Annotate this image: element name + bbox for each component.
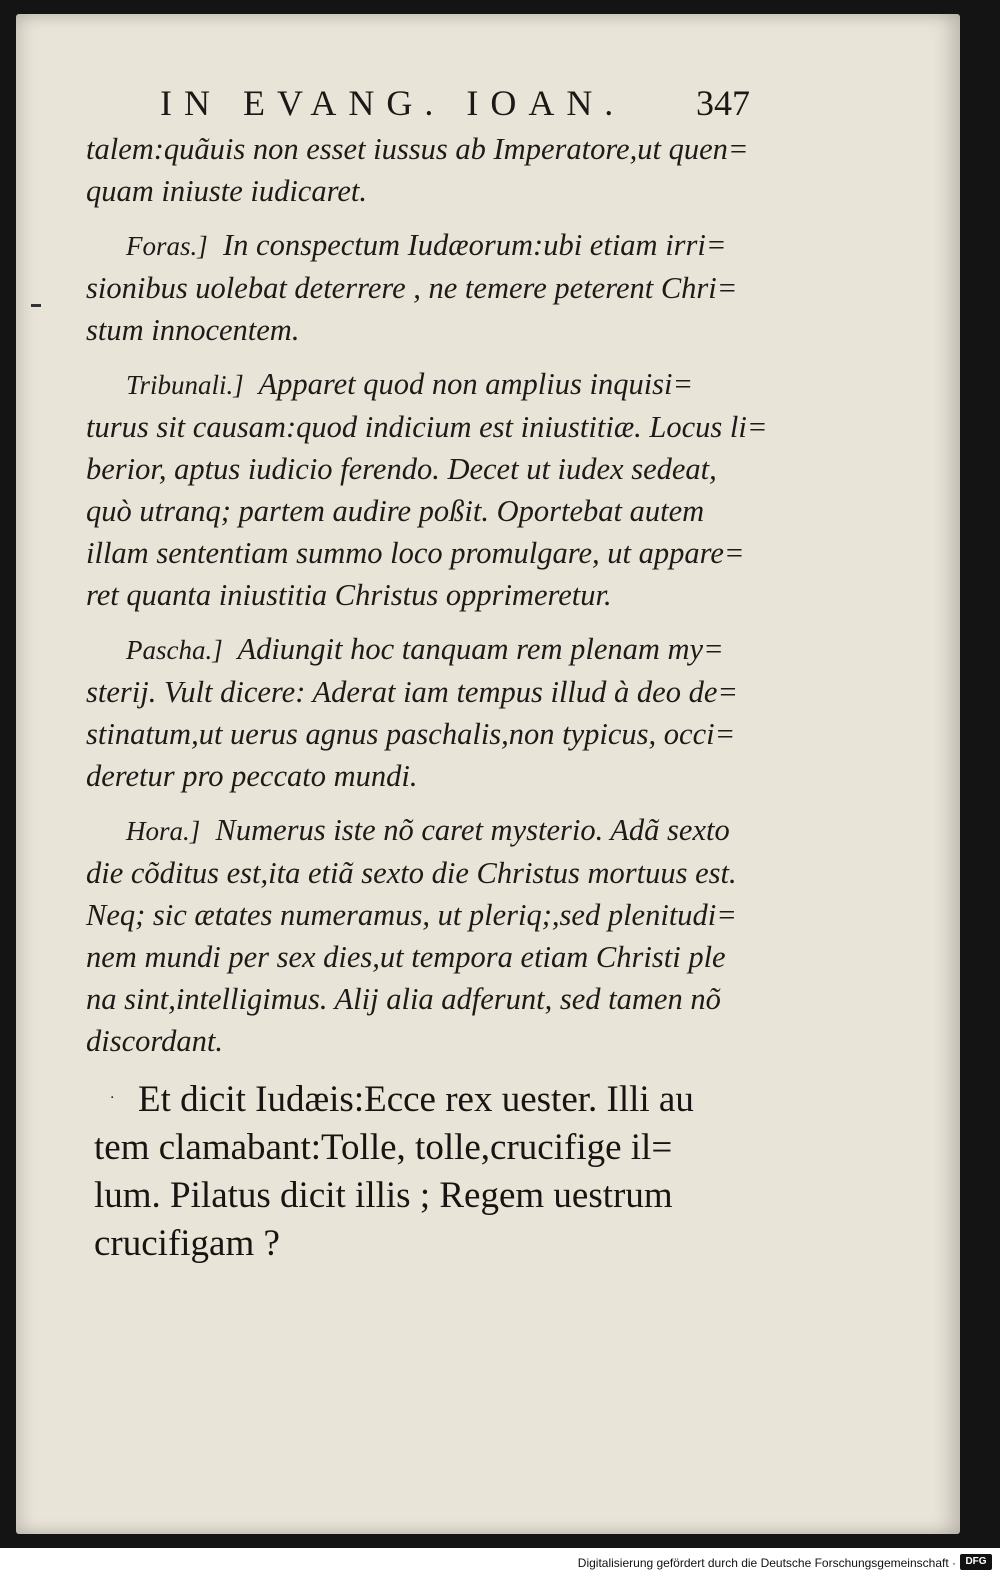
commentary-paragraph-hora — [86, 809, 752, 1062]
dfg-logo: DFG — [960, 1554, 992, 1570]
text-segment: Adiungit hoc tanquam rem plenam my= — [237, 632, 724, 666]
text-line: deretur pro peccato mundi. — [86, 759, 418, 793]
verse-line: crucifigam ? — [94, 1223, 280, 1264]
lemma-tribunali: Tribunali.] — [126, 370, 244, 400]
running-title: IN EVANG. IOAN. — [160, 83, 626, 123]
verse-line: Et dicit Iudæis:Ecce rex uester. Illi au — [138, 1079, 694, 1120]
commentary-paragraph-pascha — [86, 628, 752, 797]
commentary-paragraph-tribunali — [86, 363, 768, 616]
text-line: nem mundi per sex dies,ut tempora etiam Christi ple — [86, 940, 726, 974]
scripture-verse — [94, 1076, 754, 1268]
text-line: illam sententiam summo loco promulgare, ut appare= — [86, 536, 745, 570]
text-line — [86, 363, 752, 406]
page-header — [160, 82, 750, 122]
lemma-pascha: Pascha.] — [126, 635, 223, 665]
text-line: stum innocentem. — [86, 313, 300, 347]
text-line: Neq; sic ætates numeramus, ut pleriq;,sed plenitudi= — [86, 898, 737, 932]
verse-line: tem clamabant:Tolle, tolle,crucifige il= — [94, 1127, 673, 1168]
footer-credit: Digitalisierung gefördert durch die Deutsche Forschungsgemeinschaft · — [577, 1556, 956, 1570]
text-line — [86, 224, 752, 267]
text-line: na sint,intelligimus. Alij alia adferunt, sed tamen nõ — [86, 982, 721, 1016]
text-segment: Apparet quod non amplius inquisi= — [258, 367, 694, 401]
page-number: 347 — [696, 83, 750, 123]
text-line — [86, 809, 752, 852]
commentary-paragraph-1 — [86, 128, 752, 212]
digitization-footer — [0, 1548, 1000, 1578]
text-line: quò utranq; partem audire poßit. Oportebat autem — [86, 494, 705, 528]
text-line: talem:quãuis non esset iussus ab Imperatore,ut quen= — [86, 132, 749, 166]
text-segment: Numerus iste nõ caret mysterio. Adã sexto — [215, 813, 730, 847]
text-line: sterij. Vult dicere: Aderat iam tempus illud à deo de= — [86, 675, 738, 709]
text-line: die cõditus est,ita etiã sexto die Christus mortuus est. — [86, 856, 737, 890]
text-line: discordant. — [86, 1024, 223, 1058]
margin-mark — [31, 304, 41, 307]
text-line: stinatum,ut uerus agnus paschalis,non typicus, occi= — [86, 717, 736, 751]
text-line: berior, aptus iudicio ferendo. Decet ut iudex sedeat, — [86, 452, 717, 486]
lemma-hora: Hora.] — [126, 816, 201, 846]
text-line: sionibus uolebat deterrere , ne temere peterent Chri= — [86, 271, 738, 305]
lemma-foras: Foras.] — [126, 231, 208, 261]
commentary-paragraph-foras — [86, 224, 752, 351]
commentary-text — [86, 128, 768, 1062]
text-line: quam iniuste iudicaret. — [86, 174, 367, 208]
verse-marker: · — [110, 1090, 115, 1106]
text-line — [86, 628, 752, 671]
text-line: turus sit causam:quod indicium est iniustitiæ. Locus li= — [86, 410, 768, 444]
verse-line: lum. Pilatus dicit illis ; Regem uestrum — [94, 1175, 673, 1216]
text-segment: In conspectum Iudæorum:ubi etiam irri= — [223, 228, 727, 262]
text-line: ret quanta iniustitia Christus opprimeretur. — [86, 578, 612, 612]
